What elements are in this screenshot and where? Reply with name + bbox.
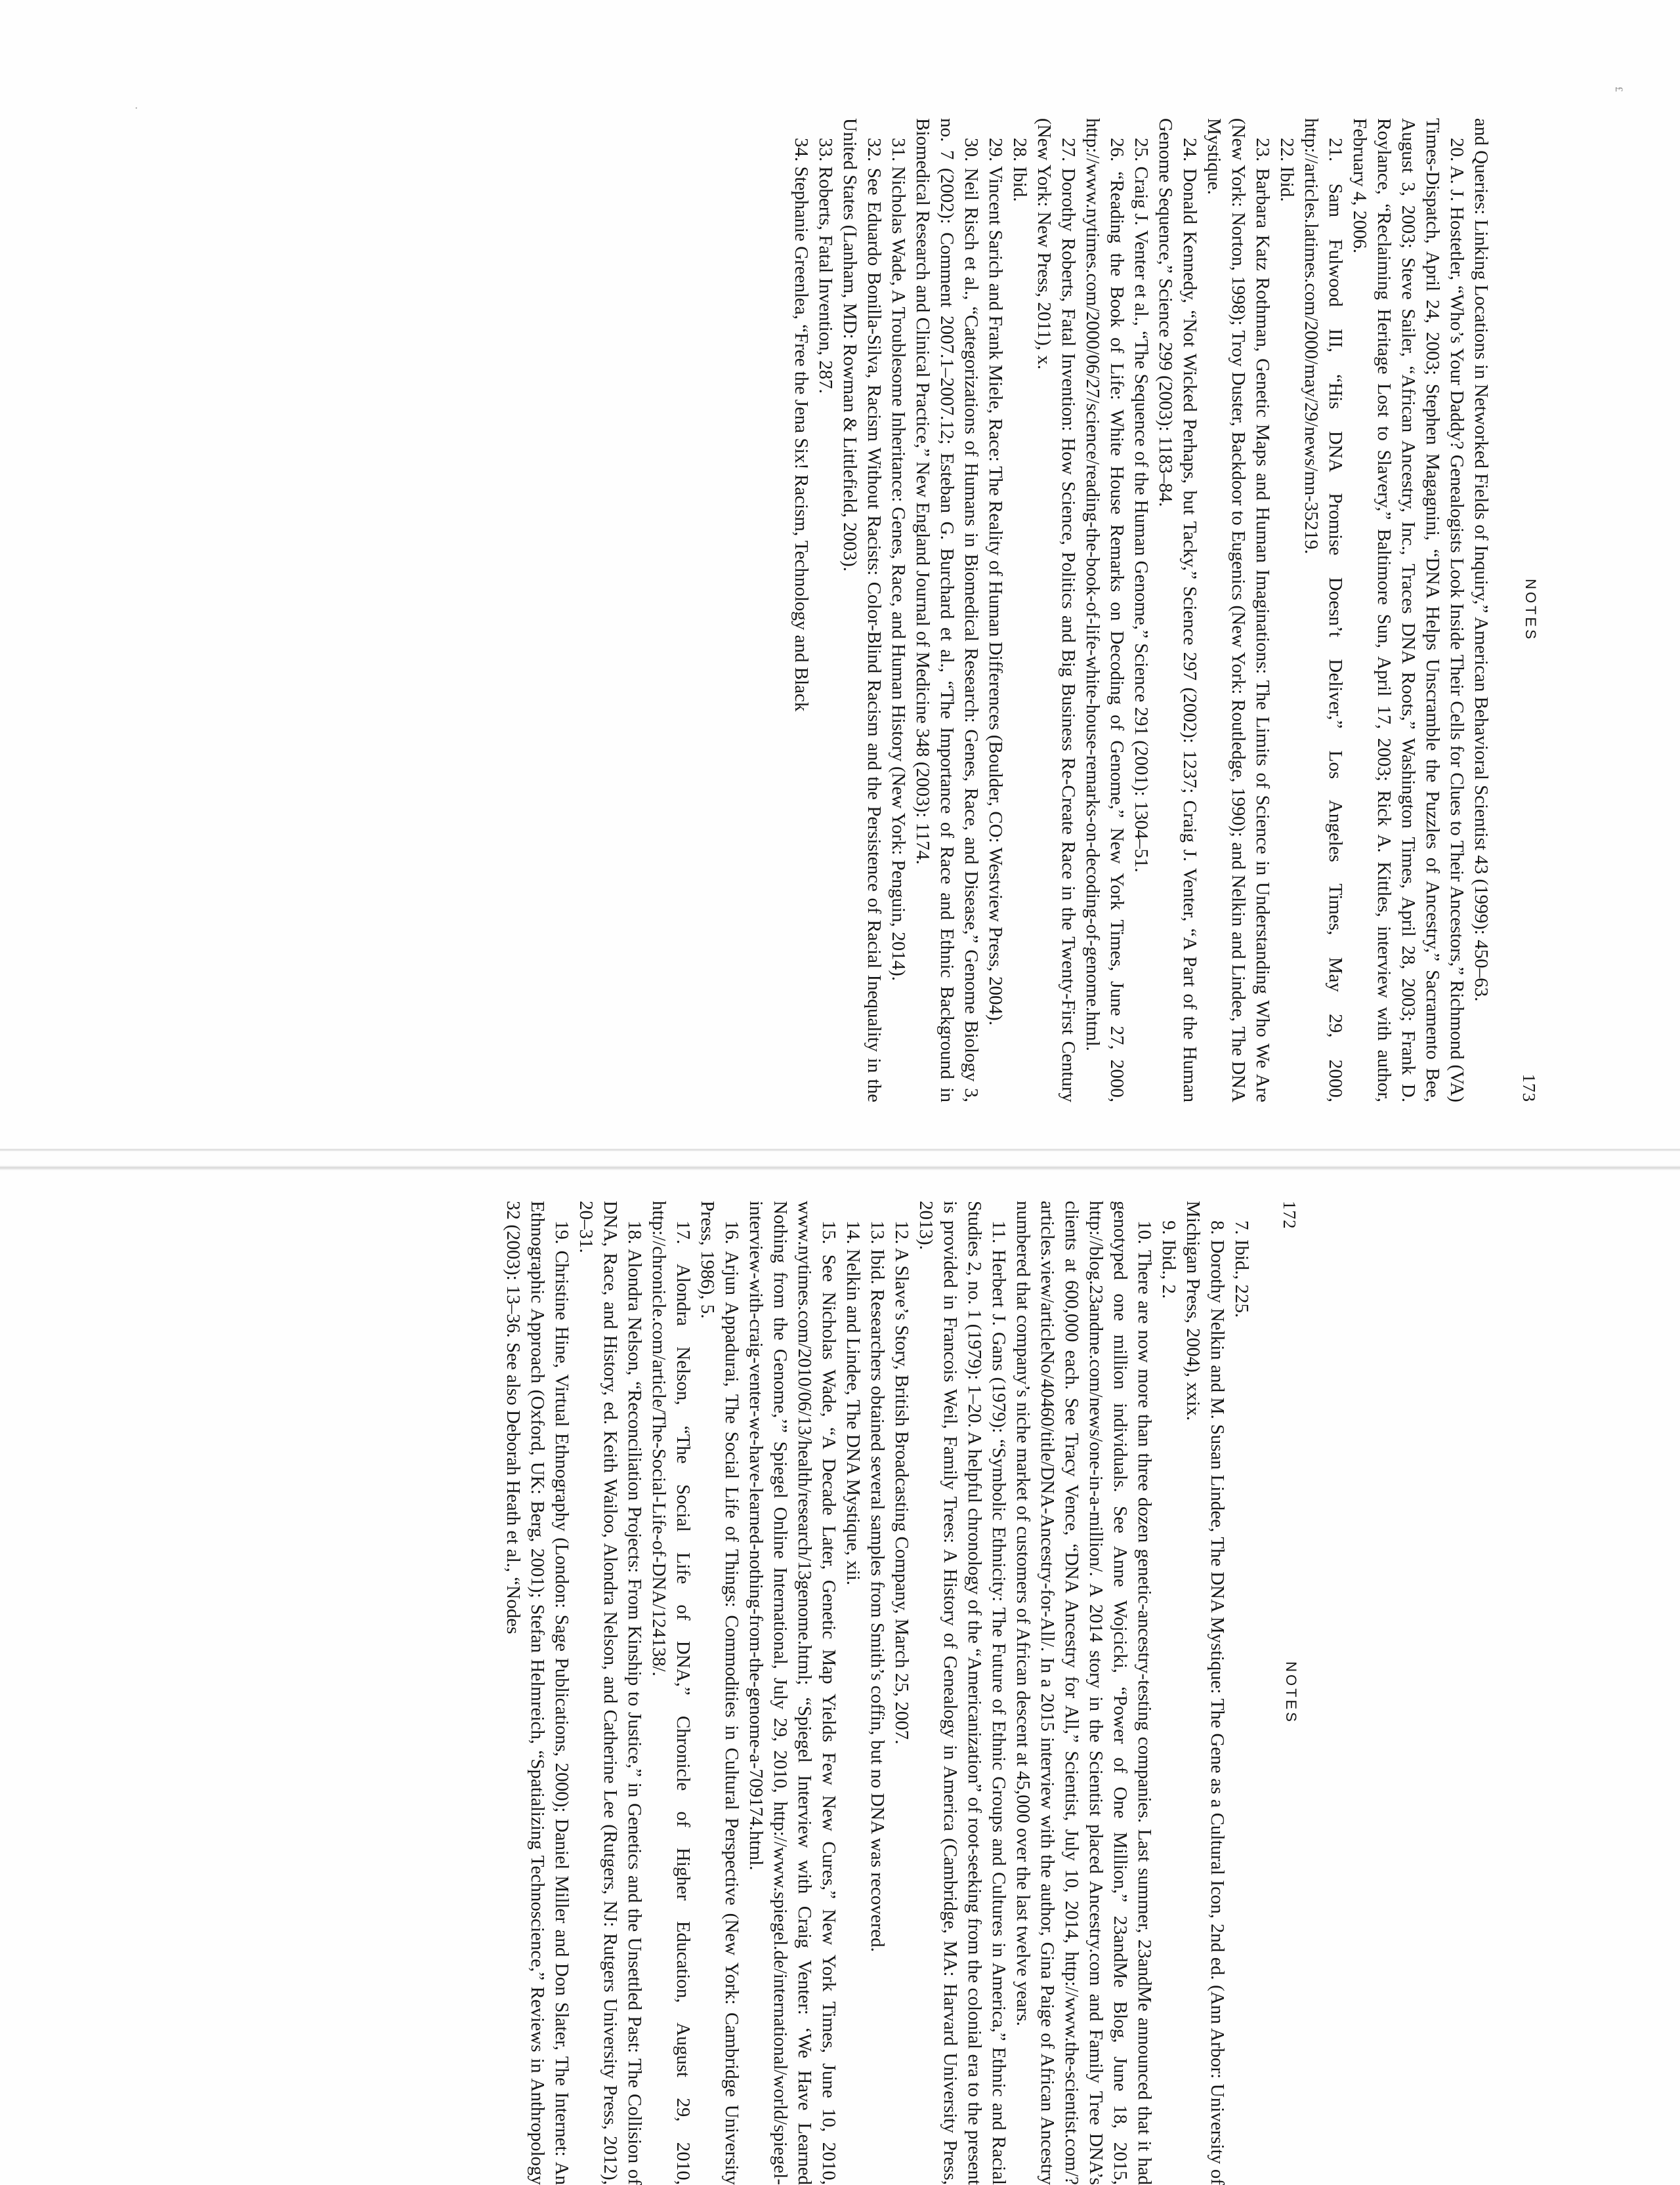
page-gutter-shadow [0,1148,1680,1152]
margin-mark-right: £ [1613,87,1624,92]
endnote: 31. Nicholas Wade, A Troublesome Inheritance: Genes, Race, and Human History (New York: Penguin, 2014). [888,138,909,982]
endnote: 7. Ibid., 225. [1231,1220,1252,1318]
left-page-header [1253,1201,1299,2185]
endnote: 11. Herbert J. Gans (1979): “Symbolic Ethnicity: The Future of Ethnic Groups and Cultures in America,” Ethnic and Racial Studies 2, no. 1 (1979): 1–20. A helpful chronology of the “Americanization” of root-seeking from the colonial era to the present is provided in Francois Weil, Family Trees: A History of Genealogy in America (Cambridge, MA: Harvard University Press, 2013). [915,1201,1009,2185]
endnote: 22. Ibid. [1276,138,1297,202]
right-page-header [1493,118,1539,1102]
endnote: 32. See Eduardo Bonilla-Silva, Racism Without Racists: Color-Blind Racism and the Persistence of Racial Inequality in the United States (Lanham, MD: Rowman & Littlefield, 2003). [839,118,885,1102]
endnotes-block [789,118,1493,1102]
page-number: 173 [1519,1073,1539,1102]
endnote: 13. Ibid. Researchers obtained several samples from Smith’s coffin, but no DNA was recovered. [867,1220,888,1952]
endnote: 27. Dorothy Roberts, Fatal Invention: How Science, Politics and Big Business Re-Create Race in the Twenty-First Century (New York: New Press, 2011), x. [1034,118,1079,1102]
endnote: 9. Ibid., 2. [1158,1220,1179,1299]
running-head: NOTES [1283,1661,1299,1724]
endnote: 18. Alondra Nelson, “Reconciliation Projects: From Kinship to Justice,” in Genetics and the Unsettled Past: The Collision of DNA, Race, and History, ed. Keith Wailoo, Alondra Nelson, and Catherine Lee (Rutgers, NJ: Rutgers University Press, 2012), 20–31. [576,1201,645,2185]
page-gutter [0,1165,1680,1171]
endnote: 8. Dorothy Nelkin and M. Susan Lindee, The DNA Mystique: The Gene as a Cultural Icon, 2nd ed. (Ann Arbor: University of Michigan Press, 2004), xxix. [1183,1201,1228,2185]
endnotes-block [501,1201,1253,2185]
endnote: 15. See Nicholas Wade, “A Decade Later, Genetic Map Yields Few New Cures,” New York Times, June 10, 2010, www.nytimes.com/2010/06/13/health/research/13genome.html; “Spiegel Interview with Craig Venter: ‘We Have Learned Nothing from the Genome,’” Spiegel Online International, July 29, 2010, http://www.spiegel.de/international/world/spiegel-interview-with-craig-venter-we-have-learned-nothing-from-the-genome-a-709174.html. [746,1201,839,2185]
endnote: 14. Nelkin and Lindee, The DNA Mystique, xii. [843,1220,864,1586]
endnote: 24. Donald Kennedy, “Not Wicked Perhaps, but Tacky,” Science 297 (2002): 1237; Craig J. Venter, “A Part of the Human Genome Sequence,” Science 299 (2003): 1183–84. [1155,118,1200,1102]
endnote: 20. A. J. Hostetler, “Who’s Your Daddy? Genealogists Look Inside Their Cells for Clues to Their Ancestors,” Richmond (VA) Times-Dispatch, April 24, 2003; Stephen Magagnini, “DNA Helps Unscramble the Puzzles of Ancestry,” Sacramento Bee, August 3, 2003; Steve Sailer, “African Ancestry, Inc., Traces DNA Roots,” Washington Times, April 28, 2003; Frank D. Roylance, “Reclaiming Heritage Lost to Slavery,” Baltimore Sun, April 17, 2003; Rick A. Kittles, interview with author, February 4, 2006. [1349,118,1467,1102]
endnote: 25. Craig J. Venter et al., “The Sequence of the Human Genome,” Science 291 (2001): 1304–51. [1131,138,1152,873]
right-page [791,118,1539,1102]
endnote: 12. A Slave’s Story, British Broadcasting Company, March 25, 2007. [891,1220,912,1745]
margin-mark-left: · [135,103,138,114]
endnote: 19. Christine Hine, Virtual Ethnography (London: Sage Publications, 2000); Daniel Miller and Don Slater, The Internet: An Ethnographic Approach (Oxford, UK: Berg, 2001); Stefan Helmreich, “Spatializing Technoscience,” Reviews in Anthropology 32 (2003): 13–36. See also Deborah Heath et al., “Nodes [503,1201,572,2185]
endnote: 26. “Reading the Book of Life: White House Remarks on Decoding of Genome,” New York Times, June 27, 2000, http://www.nytimes.com/2000/06/27/science/reading-the-book-of-life-white-house-remarks-on-decoding-of-genome.html. [1082,118,1127,1102]
left-page [503,1201,1299,2185]
endnote: 21. Sam Fulwood III, “His DNA Promise Doesn’t Deliver,” Los Angeles Times, May 29, 2000, http://articles.latimes.com/2000/may/29/news/mn-35219. [1301,118,1346,1102]
endnote: 30. Neil Risch et al., “Categorizations of Humans in Biomedical Research: Genes, Race, and Disease,” Genome Biology 3, no. 7 (2002): Comment 2007.1–2007.12; Esteban G. Burchard et al., “The Importance of Race and Ethnic Background in Biomedical Research and Clinical Practice,” New England Journal of Medicine 348 (2003): 1174. [912,118,982,1102]
page-number: 172 [1280,1201,1299,1230]
endnote: 16. Arjun Appadurai, The Social Life of Things: Commodities in Cultural Perspective (New York: Cambridge University Press, 1986), 5. [697,1201,742,2185]
endnote: 34. Stephanie Greenlea, “Free the Jena Six! Racism, Technology and Black [791,138,812,712]
endnote: 28. Ibid. [1009,138,1030,202]
endnote: 29. Vincent Sarich and Frank Miele, Race: The Reality of Human Differences (Boulder, CO: Westview Press, 2004). [985,138,1006,1026]
endnote: 10. There are now more than three dozen genetic-ancestry-testing companies. Last summer, 23andMe announced that it had genotyped one million individuals. See Anne Wojcicki, “Power of One Million,” 23andMe Blog, June 18, 2015, http://blog.23andme.com/news/one-in-a-million/. A 2014 story in the Scientist placed Ancestry.com and Family Tree DNA’s clients at 600,000 each. See Tracy Vence, “DNA Ancestry for All,” Scientist, July 10, 2014, http://www.the-scientist.com/?articles.view/articleNo/40460/title/DNA-Ancestry-for-All/. In a 2015 interview with the author, Gina Paige of African Ancestry numbered that company’s niche market of customers of African descent at 45,000 over the last twelve years. [1013,1201,1155,2185]
endnote: 17. Alondra Nelson, “The Social Life of DNA,” Chronicle of Higher Education, August 29, 2010, http://chronicle.com/article/The-Social-Life-of-DNA/124138/. [648,1201,694,2185]
endnote-continuation: and Queries: Linking Locations in Networked Fields of Inquiry,” American Behavioral Scientist 43 (1999): 450–63. [1471,118,1492,1002]
endnote: 23. Barbara Katz Rothman, Genetic Maps and Human Imaginations: The Limits of Science in Understanding Who We Are (New York: Norton, 1998); Troy Duster, Backdoor to Eugenics (New York: Routledge, 1990); and Nelkin and Lindee, The DNA Mystique. [1204,118,1273,1102]
running-head: NOTES [1522,579,1539,642]
endnote: 33. Roberts, Fatal Invention, 287. [815,138,836,394]
